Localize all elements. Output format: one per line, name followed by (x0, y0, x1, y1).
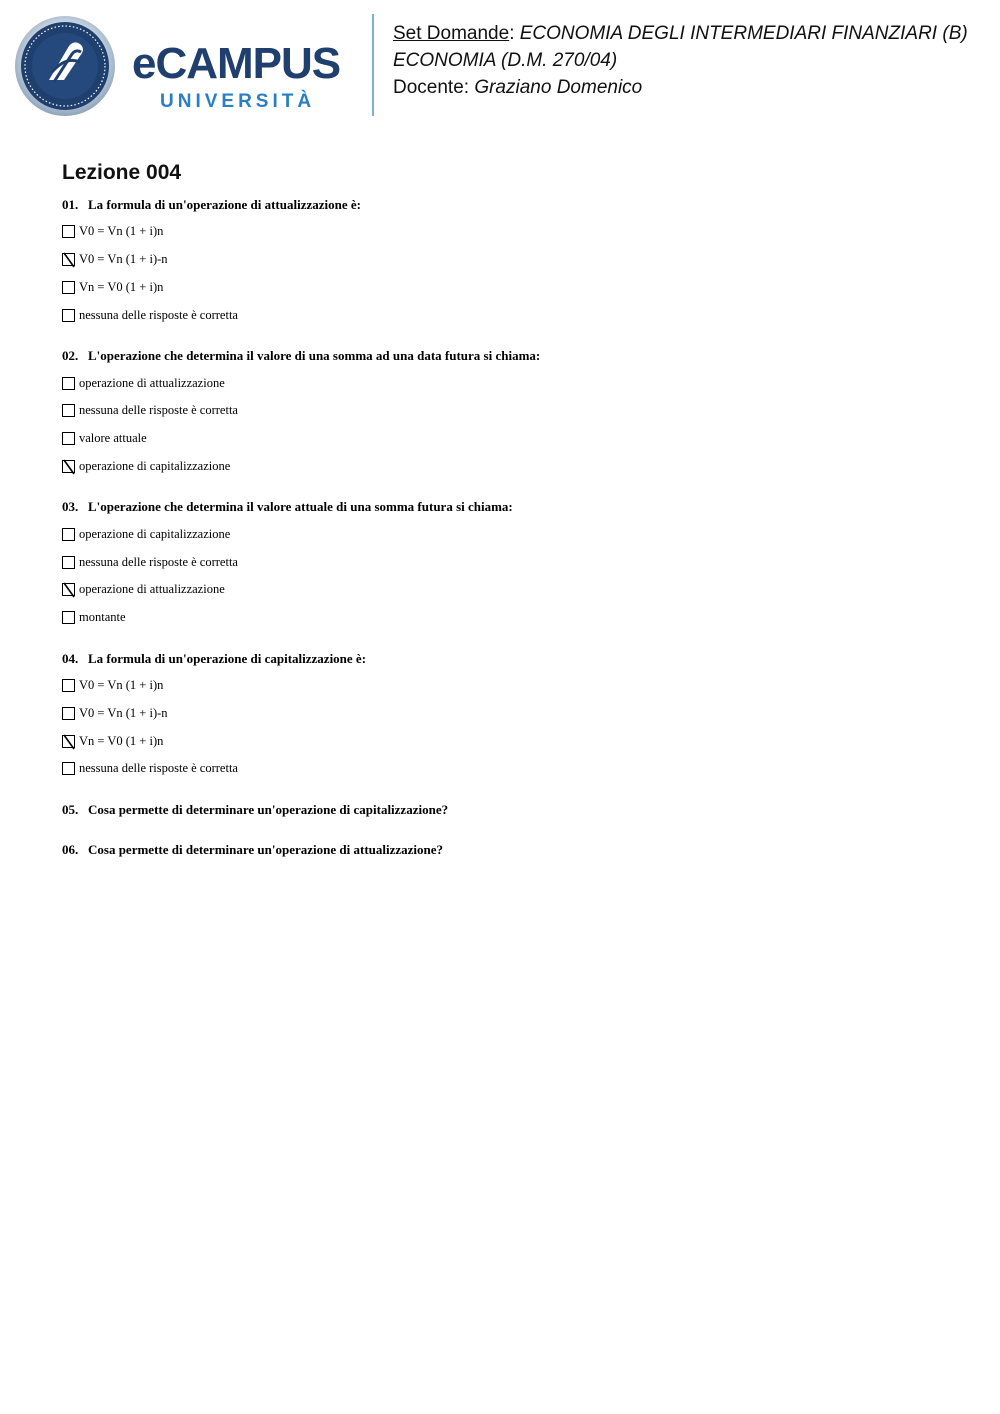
checkbox[interactable] (62, 528, 75, 541)
header-divider (372, 14, 374, 116)
answer-option[interactable] (62, 727, 962, 755)
set-line (393, 20, 993, 47)
answer-options (62, 215, 962, 329)
checkbox[interactable] (62, 309, 75, 322)
answer-option-label: valore attuale (79, 431, 147, 446)
checkbox[interactable] (62, 762, 75, 775)
answer-option[interactable] (62, 672, 962, 700)
degree-name: ECONOMIA (D.M. 270/04) (393, 50, 618, 71)
check-mark-icon (61, 250, 77, 269)
checked-checkbox[interactable] (62, 253, 75, 266)
answer-option[interactable] (62, 576, 962, 604)
spacer (62, 820, 962, 840)
lesson-title: Lezione 004 (62, 161, 182, 184)
answer-option-label: montante (79, 610, 126, 625)
degree-line (393, 47, 993, 74)
checked-checkbox[interactable] (62, 460, 75, 473)
question-number: 03. (62, 499, 79, 515)
answer-option[interactable] (62, 548, 962, 576)
answer-option-label: nessuna delle risposte è corretta (79, 307, 238, 322)
question-4 (62, 649, 962, 800)
question-text: L'operazione che determina il valore attuale di una somma futura si chiama: (88, 499, 513, 515)
check-mark-icon (61, 580, 77, 599)
answer-option[interactable] (62, 246, 962, 274)
question-text: Cosa permette di determinare un'operazione di capitalizzazione? (88, 801, 449, 817)
ecampus-logo (14, 16, 364, 116)
checkbox[interactable] (62, 281, 75, 294)
question-number: 04. (62, 650, 79, 666)
question-number: 06. (62, 841, 79, 857)
checkbox[interactable] (62, 556, 75, 569)
spacer (62, 329, 962, 346)
answer-option[interactable] (62, 274, 962, 302)
checked-checkbox[interactable] (62, 583, 75, 596)
spacer (62, 783, 962, 800)
question-heading (62, 346, 962, 366)
teacher-label: Docente: (393, 77, 470, 98)
checkbox[interactable] (62, 611, 75, 624)
question-3 (62, 497, 962, 648)
checked-checkbox[interactable] (62, 735, 75, 748)
seal-emblem (15, 16, 115, 116)
question-heading (62, 497, 962, 517)
check-mark-icon (61, 732, 77, 751)
answer-option-label: operazione di capitalizzazione (79, 526, 231, 541)
question-number: 01. (62, 197, 79, 212)
answer-option-label: V0 = Vn (1 + i)n (79, 224, 164, 239)
checkbox[interactable] (62, 377, 75, 390)
set-colon: : (509, 23, 515, 44)
answer-option-label: operazione di attualizzazione (79, 582, 225, 597)
question-2 (62, 346, 962, 497)
question-number: 02. (62, 348, 79, 364)
question-6 (62, 840, 962, 880)
course-info (393, 20, 993, 101)
answer-option-label: nessuna delle risposte è corretta (79, 554, 238, 569)
logo-subtitle: UNIVERSITÀ (160, 91, 316, 112)
question-text: La formula di un'operazione di capitalizzazione è: (88, 650, 367, 666)
answer-options (62, 669, 962, 783)
question-heading (62, 840, 962, 860)
question-text: Cosa permette di determinare un'operazione di attualizzazione? (88, 841, 444, 857)
spacer (62, 860, 962, 880)
teacher-line (393, 74, 993, 101)
checkbox[interactable] (62, 404, 75, 417)
question-text: L'operazione che determina il valore di una somma ad una data futura si chiama: (88, 348, 541, 364)
answer-option[interactable] (62, 301, 962, 329)
question-heading (62, 195, 962, 215)
answer-options (62, 517, 962, 631)
question-5 (62, 800, 962, 840)
answer-option[interactable] (62, 453, 962, 481)
set-label: Set Domande (393, 23, 510, 44)
answer-option-label: Vn = V0 (1 + i)n (79, 279, 164, 294)
checkbox[interactable] (62, 679, 75, 692)
question-heading (62, 800, 962, 820)
answer-option-label: nessuna delle risposte è corretta (79, 761, 238, 776)
course-name: ECONOMIA DEGLI INTERMEDIARI FINANZIARI (B) (519, 23, 968, 44)
spacer (62, 480, 962, 497)
answer-option[interactable] (62, 755, 962, 783)
checkbox[interactable] (62, 225, 75, 238)
check-mark-icon (61, 457, 77, 476)
question-heading (62, 649, 962, 669)
answer-option-label: V0 = Vn (1 + i)-n (79, 252, 168, 267)
question-list (62, 195, 962, 880)
answer-option-label: nessuna delle risposte è corretta (79, 403, 238, 418)
answer-option-label: V0 = Vn (1 + i)-n (79, 705, 168, 720)
answer-option[interactable] (62, 699, 962, 727)
spacer (62, 632, 962, 649)
answer-option[interactable] (62, 369, 962, 397)
teacher-name: Graziano Domenico (474, 77, 643, 98)
answer-option-label: Vn = V0 (1 + i)n (79, 733, 164, 748)
question-number: 05. (62, 801, 79, 817)
answer-option[interactable] (62, 218, 962, 246)
answer-option[interactable] (62, 520, 962, 548)
page-header (0, 0, 1000, 130)
answer-option[interactable] (62, 604, 962, 632)
logo-wordmark: eCAMPUS (132, 39, 341, 88)
answer-option-label: V0 = Vn (1 + i)n (79, 677, 164, 692)
checkbox[interactable] (62, 707, 75, 720)
question-1 (62, 195, 962, 346)
answer-option-label: operazione di attualizzazione (79, 375, 225, 390)
answer-options (62, 366, 962, 480)
question-text: La formula di un'operazione di attualizzazione è: (88, 197, 361, 212)
answer-option[interactable] (62, 397, 962, 425)
checkbox[interactable] (62, 432, 75, 445)
answer-option-label: operazione di capitalizzazione (79, 458, 231, 473)
answer-option[interactable] (62, 425, 962, 453)
